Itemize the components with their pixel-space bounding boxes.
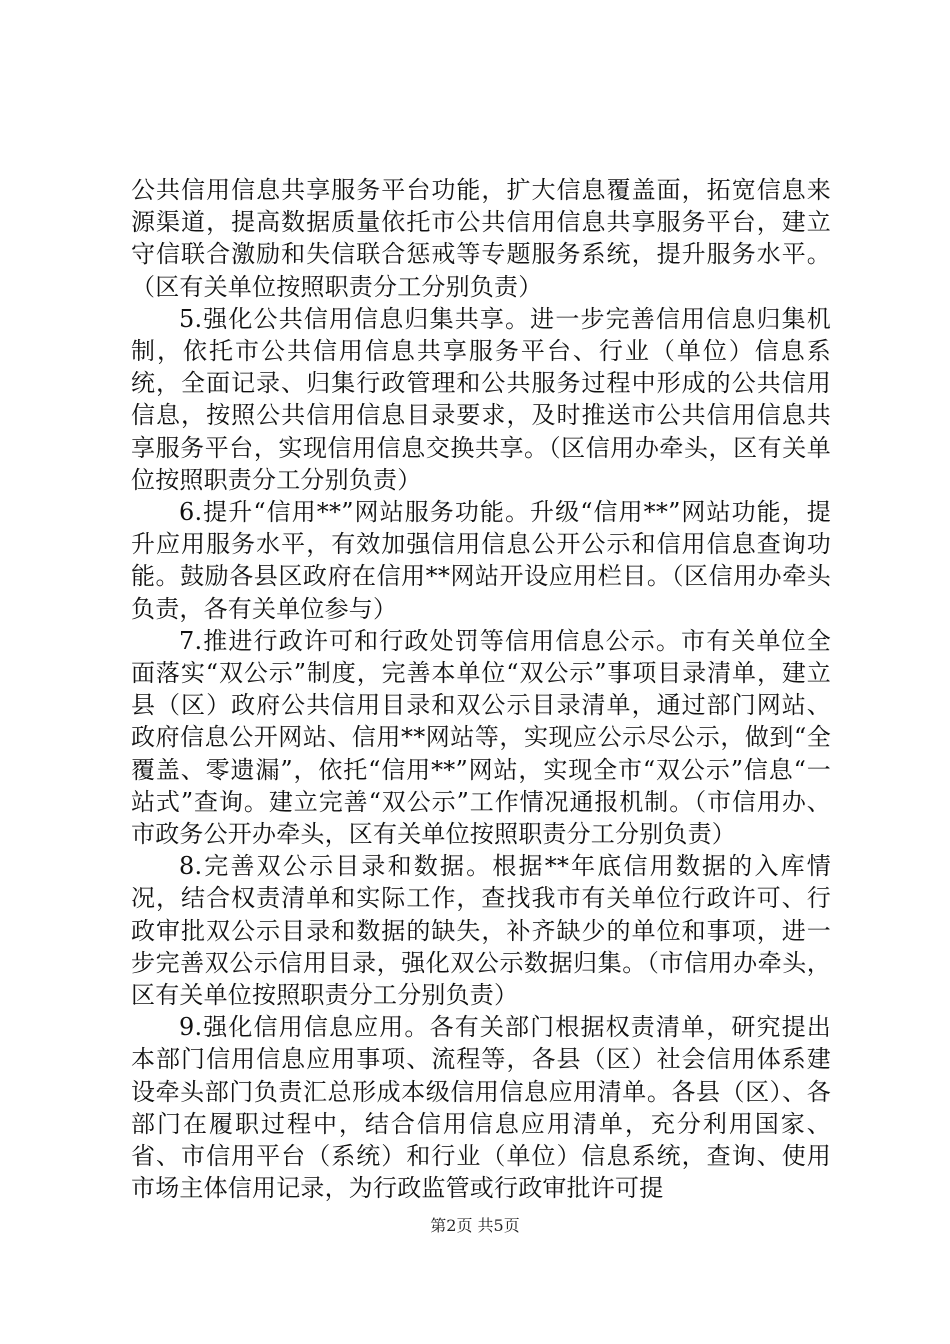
paragraph-item-9: 9.强化信用信息应用。各有关部门根据权责清单，研究提出本部门信用信息应用事项、流程等，各县（区）社会信用体系建设牵头部门负责汇总形成本级信用信息应用清单。各县（区）、各部门在履职过程中，结合信用信息应用清单，充分利用国家、省、市信用平台（系统）和行业（单位）信息系统，查询、使用市场主体信用记录，为行政监管或行政审批许可提: [131, 1013, 831, 1203]
paragraph-item-5: 5.强化公共信用信息归集共享。进一步完善信用信息归集机制，依托市公共信用信息共享服务平台、行业（单位）信息系统，全面记录、归集行政管理和公共服务过程中形成的公共信用信息，按照公共信用信息目录要求，及时推送市公共信用信息共享服务平台，实现信用信息交换共享。（区信用办牵头，区有关单位按照职责分工分别负责）: [131, 304, 831, 494]
document-body: [131, 174, 831, 1205]
page-number: 第2页 共5页: [430, 1216, 520, 1235]
paragraph-item-7: 7.推进行政许可和行政处罚等信用信息公示。市有关单位全面落实“双公示”制度，完善本单位“双公示”事项目录清单，建立县（区）政府公共信用目录和双公示目录清单，通过部门网站、政府信息公开网站、信用**网站等，实现应公示尽公示，做到“全覆盖、零遗漏”，依托“信用**”网站，实现全市“双公示”信息“一站式”查询。建立完善“双公示”工作情况通报机制。（市信用办、市政务公开办牵头，区有关单位按照职责分工分别负责）: [131, 626, 831, 849]
paragraph-item-8: 8.完善双公示目录和数据。根据**年底信用数据的入库情况，结合权责清单和实际工作，查找我市有关单位行政许可、行政审批双公示目录和数据的缺失，补齐缺少的单位和事项，进一步完善双公示信用目录，强化双公示数据归集。（市信用办牵头，区有关单位按照职责分工分别负责）: [131, 852, 831, 1010]
paragraph-continuation: 公共信用信息共享服务平台功能，扩大信息覆盖面，拓宽信息来源渠道，提高数据质量依托市公共信用信息共享服务平台，建立守信联合激励和失信联合惩戒等专题服务系统，提升服务水平。（区有关单位按照职责分工分别负责）: [131, 176, 831, 301]
page-footer: [0, 1216, 950, 1236]
paragraph-item-6: 6.提升“信用**”网站服务功能。升级“信用**”网站功能，提升应用服务水平，有效加强信用信息公开公示和信用信息查询功能。鼓励各县区政府在信用**网站开设应用栏目。（区信用办牵头负责，各有关单位参与）: [131, 498, 831, 623]
